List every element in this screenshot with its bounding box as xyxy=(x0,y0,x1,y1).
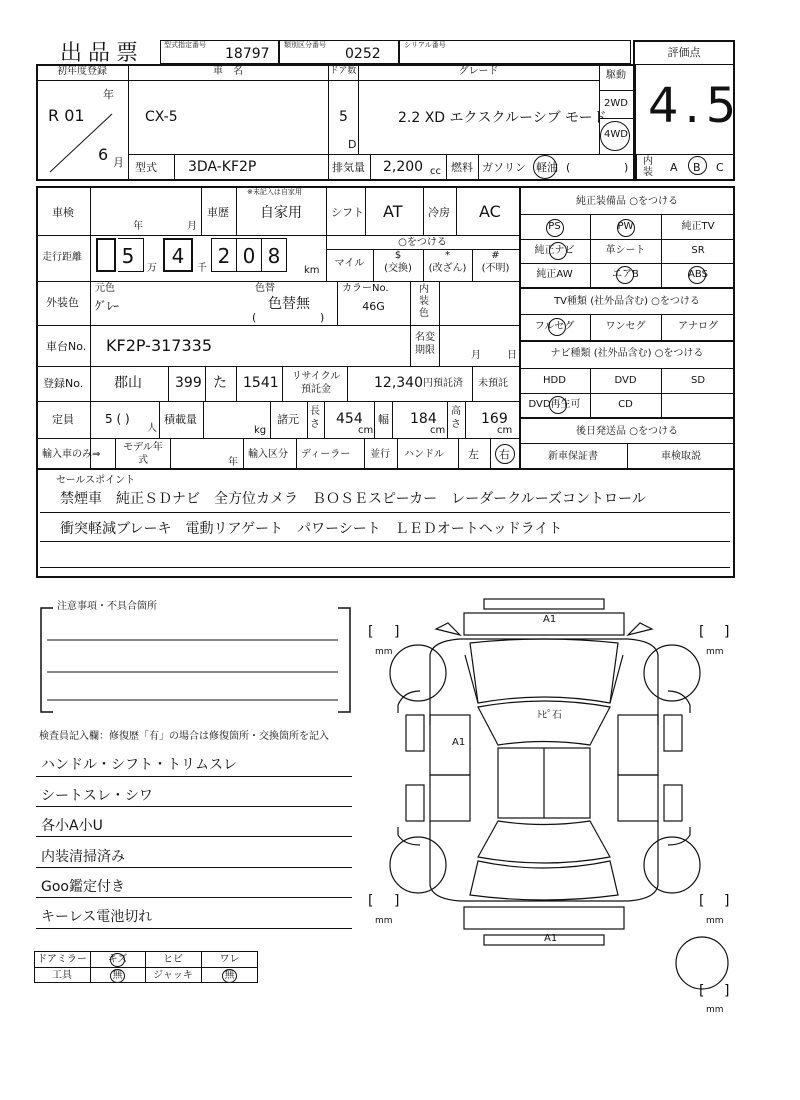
handle-right-circle xyxy=(495,444,515,464)
mileage-digit-1 xyxy=(96,238,116,272)
first-reg-label: 初年度登録 xyxy=(57,66,107,77)
displacement-value: 2,200 xyxy=(383,159,424,175)
tv-fullseg-circle xyxy=(548,318,566,336)
mirror-scratch-circle xyxy=(110,953,125,967)
name-change-month: 月 xyxy=(471,350,481,361)
handle-left: 左 xyxy=(468,448,479,461)
tread-rr-unit: mm xyxy=(706,916,724,926)
registration-kana: た xyxy=(213,375,227,391)
navi-dvd: DVD xyxy=(614,375,637,386)
equip-pw: PW xyxy=(617,221,634,232)
chassis-label: 車台No. xyxy=(46,340,87,353)
tread-rr-close: ] xyxy=(724,893,730,909)
tread-rl-close: ] xyxy=(394,893,400,909)
equip-abs: ABS xyxy=(688,269,708,280)
notes-label: 注意事項・不具合箇所 xyxy=(57,601,157,612)
tv-oneseg: ワンセグ xyxy=(605,321,646,332)
equip-airbag-circle xyxy=(616,266,634,284)
jack-label: ジャッキ xyxy=(153,970,193,981)
mileage-digit-2-value: 4 xyxy=(171,244,185,268)
note-entry-4: 内装清掃済み xyxy=(41,849,125,865)
interior-grade-label: 内装 xyxy=(643,156,653,178)
color-no-value: 46G xyxy=(362,300,385,313)
fuel-other-close: ) xyxy=(624,161,629,174)
door-type: D xyxy=(348,138,357,151)
first-reg-slash xyxy=(40,106,120,180)
serial-label: シリアル番号 xyxy=(404,41,446,49)
specs-label: 諸元 xyxy=(277,413,299,426)
equip-ps-circle xyxy=(546,219,564,237)
interior-grade-b: B xyxy=(693,161,701,174)
chassis-value: KF2P-317335 xyxy=(106,336,213,355)
note-entry-3: 各小A小U xyxy=(41,818,103,834)
mirror-label: ドアミラー xyxy=(37,954,87,965)
tread-rl-open: [ xyxy=(368,893,374,909)
tread-fl-open: [ xyxy=(368,624,374,640)
navi-sd: SD xyxy=(690,375,706,386)
length-label: 長さ xyxy=(310,406,320,430)
import-label: 輸入車のみ⇒ xyxy=(42,449,101,460)
model-year-label: モデル年式 xyxy=(123,442,163,466)
tread-fr-unit: mm xyxy=(706,647,724,657)
equip-sr: SR xyxy=(691,245,705,256)
interior-grade-a: A xyxy=(670,161,678,174)
fuel-diesel-circle xyxy=(533,155,557,179)
height-unit: cm xyxy=(497,425,513,436)
capacity-label: 定員 xyxy=(52,413,74,426)
history-label: 車歴 xyxy=(207,206,229,219)
first-reg-era: R 01 xyxy=(48,106,85,125)
mirror-crack: ヒビ xyxy=(163,954,183,965)
mileage-tamper: (改ざん) xyxy=(428,263,467,274)
mileage-digit-3-value: 2 xyxy=(217,244,231,268)
inspector-label: 検査員記入欄：修復歴「有」の場合は修復箇所・交換箇所を記入 xyxy=(39,731,329,742)
handle-label: ハンドル xyxy=(404,449,444,460)
equip-tv: 純正TV xyxy=(681,221,715,232)
mileage-sen-unit: 千 xyxy=(197,263,207,274)
note-entry-5: Goo鑑定付き xyxy=(41,879,125,895)
mileage-dollar: $ xyxy=(394,250,402,261)
registration-num1: 399 xyxy=(175,375,202,391)
later-title: 後日発送品 ○をつける xyxy=(576,426,678,437)
fuel-gasoline: ガソリン xyxy=(482,161,526,174)
drive-4wd: 4WD xyxy=(604,129,628,140)
car-name-value: CX-5 xyxy=(145,109,178,125)
mirror-break: ワレ xyxy=(219,954,240,965)
tread-fl-close: ] xyxy=(394,624,400,640)
mileage-km-unit: km xyxy=(304,265,320,276)
length-unit: cm xyxy=(358,425,374,436)
interior-grade-b-circle xyxy=(688,156,707,175)
tools-label: 工具 xyxy=(52,970,72,981)
sales-points-label: セールスポイント xyxy=(56,475,136,486)
mileage-circle-note: ○をつける xyxy=(398,237,447,248)
score-label: 評価点 xyxy=(667,46,701,59)
history-note: ※未記入は自家用 xyxy=(247,188,302,196)
form-title: 出品票 xyxy=(60,41,145,66)
equip-airbag: エアB xyxy=(612,269,639,280)
note-entry-6: キーレス電池切れ xyxy=(41,909,153,925)
ac-label: 冷房 xyxy=(428,206,450,219)
shift-value: AT xyxy=(383,202,403,221)
tv-analog: アナログ xyxy=(678,321,718,332)
capacity-value: 5 ( ) xyxy=(105,412,130,426)
note-entry-1: ハンドル・シフト・トリムスレ xyxy=(41,757,237,773)
drive-2wd: 2WD xyxy=(604,98,628,109)
tread-fl-unit: mm xyxy=(375,647,393,657)
width-label: 幅 xyxy=(378,413,389,426)
name-change-day: 日 xyxy=(507,350,517,361)
tread-rr-open: [ xyxy=(699,893,705,909)
displacement-label: 排気量 xyxy=(332,161,365,174)
first-reg-month: 6 xyxy=(98,145,109,164)
note-entry-2: シートスレ・シワ xyxy=(41,788,153,804)
first-reg-year-unit: 年 xyxy=(103,88,114,101)
front-damage-mark: A1 xyxy=(543,614,557,625)
color-change-value: 色替無 xyxy=(268,296,310,312)
recycle-label: リサイクル預託金 xyxy=(291,371,341,395)
displacement-unit: cc xyxy=(430,166,441,177)
tools-value-circle xyxy=(110,969,125,983)
car-name-label: 車 名 xyxy=(213,66,243,77)
mileage-label: 走行距離 xyxy=(42,252,82,263)
name-change-label: 名変期限 xyxy=(415,332,435,356)
navi-cd: CD xyxy=(618,399,633,410)
doors-label: ドア数 xyxy=(329,66,357,76)
sales-line-1: 禁煙車 純正ＳＤナビ 全方位カメラ ＢＯＳＥスピーカー レーダークルーズコントロール xyxy=(60,491,646,507)
inspection-month-unit: 月 xyxy=(187,221,197,232)
color-change-label: 色替 xyxy=(255,283,275,294)
model-no-value: 18797 xyxy=(225,46,270,62)
equip-ps: PS xyxy=(548,221,561,232)
doors-value: 5 xyxy=(339,109,348,125)
tread-spare-unit: mm xyxy=(706,1005,724,1015)
history-value: 自家用 xyxy=(260,205,302,221)
grade-label: グレード xyxy=(458,66,499,77)
import-dealer: ディーラー xyxy=(301,449,351,460)
inspection-year-unit: 年 xyxy=(133,221,143,232)
model-label: 型式 xyxy=(135,161,157,174)
tread-spare-open: [ xyxy=(699,983,705,999)
mileage-star: * xyxy=(445,250,450,261)
fuel-label: 燃料 xyxy=(451,161,473,174)
registration-label: 登録No. xyxy=(43,377,84,390)
navi-hdd: HDD xyxy=(543,375,566,386)
class-no-value: 0252 xyxy=(345,46,381,62)
fuel-diesel: 軽油 xyxy=(536,161,558,174)
length-value: 454 xyxy=(336,411,363,427)
inspection-label: 車検 xyxy=(52,206,74,219)
color-no-label: カラーNo. xyxy=(342,283,389,294)
original-color-value: ｸﾞﾚｰ xyxy=(95,299,120,313)
score-value: 4.5 xyxy=(648,78,743,134)
mileage-digit-5-value: 8 xyxy=(267,244,281,268)
mileage-man-unit: 万 xyxy=(147,263,157,274)
interior-color-label: 内装色 xyxy=(419,284,429,319)
model-no-label: 型式指定番号 xyxy=(164,41,206,49)
tread-fr-open: [ xyxy=(699,624,705,640)
import-parallel: 並行 xyxy=(370,449,390,460)
mileage-exchange: (交換) xyxy=(384,263,412,274)
handle-right: 右 xyxy=(499,448,510,461)
jack-value-circle xyxy=(222,969,237,983)
side-damage-mark: A1 xyxy=(452,737,466,748)
color-change-paren-open: ( xyxy=(252,311,257,324)
tv-fullseg: フルセグ xyxy=(534,321,575,332)
mileage-mile: マイル xyxy=(334,258,365,269)
mirror-scratch: キズ xyxy=(107,954,128,965)
height-label: 高さ xyxy=(451,406,461,430)
load-unit: kg xyxy=(254,425,267,436)
later-manual: 車検取説 xyxy=(661,451,701,462)
capacity-unit: 人 xyxy=(147,423,157,434)
navi-title: ナビ種類 (社外品含む) ○をつける xyxy=(550,348,704,359)
mileage-hash: # xyxy=(491,250,500,261)
mileage-digit-1-value: 5 xyxy=(121,244,135,268)
ac-value: AC xyxy=(479,202,501,221)
later-warranty: 新車保証書 xyxy=(548,451,598,462)
recycle-unit: 円預託済 xyxy=(423,378,463,389)
equip-leather: 革シート xyxy=(605,245,646,256)
interior-grade-c: C xyxy=(716,161,724,174)
equip-pw-circle xyxy=(617,219,635,237)
navi-dvd-play-circle xyxy=(549,396,567,414)
navi-dvd-play: DVD再生可 xyxy=(528,399,581,410)
tread-spare-close: ] xyxy=(724,983,730,999)
mileage-unknown: (不明) xyxy=(481,263,510,274)
recycle-unpaid: 未預託 xyxy=(478,378,508,389)
width-value: 184 xyxy=(410,411,437,427)
rear-damage-mark: A1 xyxy=(544,933,558,944)
sales-line-2: 衝突軽減ブレーキ 電動リアゲート パワーシート ＬＥＤオートヘッドライト xyxy=(60,521,563,537)
tv-title: TV種類 (社外品含む) ○をつける xyxy=(554,296,700,307)
registration-city: 郡山 xyxy=(114,375,142,391)
tools-value: 無 xyxy=(112,970,123,981)
width-unit: cm xyxy=(430,425,446,436)
model-value: 3DA-KF2P xyxy=(188,159,257,175)
shift-label: シフト xyxy=(331,206,364,219)
tread-rl-unit: mm xyxy=(375,916,393,926)
import-category-label: 輸入区分 xyxy=(248,449,288,460)
color-change-paren-close: ) xyxy=(320,311,325,324)
class-no-label: 類別区分番号 xyxy=(284,41,326,49)
notes-box xyxy=(33,600,358,720)
equip-navi: 純正ナビ xyxy=(534,245,575,256)
equip-aw: 純正AW xyxy=(536,269,573,280)
drive-label: 駆動 xyxy=(606,70,626,81)
original-color-label: 元色 xyxy=(95,283,115,294)
fuel-other-open: ( xyxy=(566,161,571,174)
height-value: 169 xyxy=(481,411,508,427)
equip-abs-circle xyxy=(688,266,706,284)
recycle-value: 12,340 xyxy=(374,375,423,391)
load-label: 積載量 xyxy=(164,413,197,426)
exterior-color-label: 外装色 xyxy=(46,296,79,309)
tread-fr-close: ] xyxy=(724,624,730,640)
grade-value: 2.2 XD エクスクルーシブ モード xyxy=(398,110,607,126)
drive-4wd-circle xyxy=(600,121,630,151)
equipment-title: 純正装備品 ○をつける xyxy=(576,196,678,207)
first-reg-month-unit: 月 xyxy=(113,156,124,169)
model-year-unit: 年 xyxy=(228,457,238,468)
registration-num2: 1541 xyxy=(243,375,279,391)
jack-value: 無 xyxy=(224,970,235,981)
mileage-digit-4-value: 0 xyxy=(242,244,256,268)
windshield-damage-mark: ﾄﾋﾟ石 xyxy=(537,710,562,721)
equip-navi-circle xyxy=(549,242,567,260)
